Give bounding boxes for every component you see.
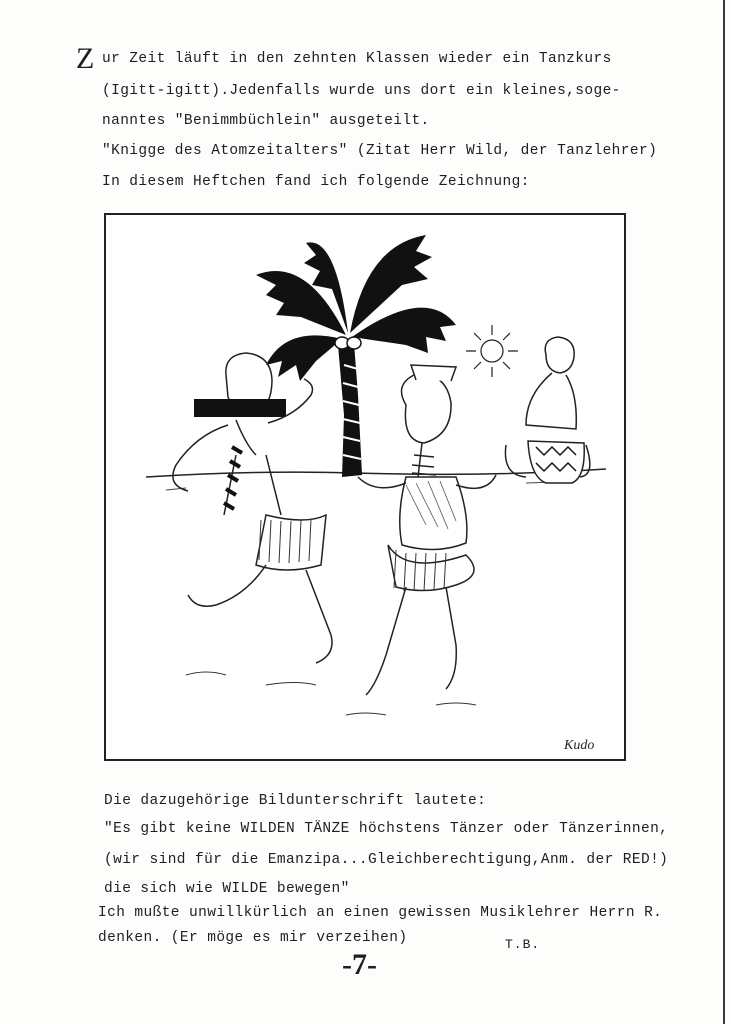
caption-line-4: die sich wie WILDE bewegen" (104, 881, 350, 897)
caption-line-2: "Es gibt keine WILDEN TÄNZE höchstens Tänzer oder Tänzerinnen, (104, 821, 669, 837)
caption-line-1: Die dazugehörige Bildunterschrift lautete: (104, 793, 487, 809)
page-edge-line (723, 0, 725, 1024)
caption-line-3: (wir sind für die Emanzipa...Gleichberechtigung,Anm. der RED!) (104, 852, 669, 868)
cartoon-drawing (106, 215, 624, 759)
intro-line-2: (Igitt-igitt).Jedenfalls wurde uns dort ein kleines,soge- (102, 83, 621, 99)
left-dancer (173, 353, 332, 663)
intro-line-4: "Knigge des Atomzeitalters" (Zitat Herr Wild, der Tanzlehrer) (102, 143, 658, 159)
intro-line-5: In diesem Heftchen fand ich folgende Zeichnung: (102, 174, 530, 190)
intro-line-3: nanntes "Benimmbüchlein" ausgeteilt. (102, 113, 430, 129)
sun-icon (466, 325, 518, 377)
right-dancer (358, 365, 496, 695)
drop-cap: Z (76, 42, 95, 75)
drummer-figure (505, 337, 589, 483)
cartoon-illustration (104, 213, 626, 761)
author-initials: T.B. (505, 937, 541, 952)
closing-line-2: denken. (Er möge es mir verzeihen) (98, 930, 408, 946)
page-number: -7- (342, 948, 377, 981)
closing-line-1: Ich mußte unwillkürlich an einen gewissen Musiklehrer Herrn R. (98, 905, 663, 921)
artist-signature: Kudo (564, 738, 595, 753)
intro-line-1: ur Zeit läuft in den zehnten Klassen wieder ein Tanzkurs (102, 51, 612, 67)
